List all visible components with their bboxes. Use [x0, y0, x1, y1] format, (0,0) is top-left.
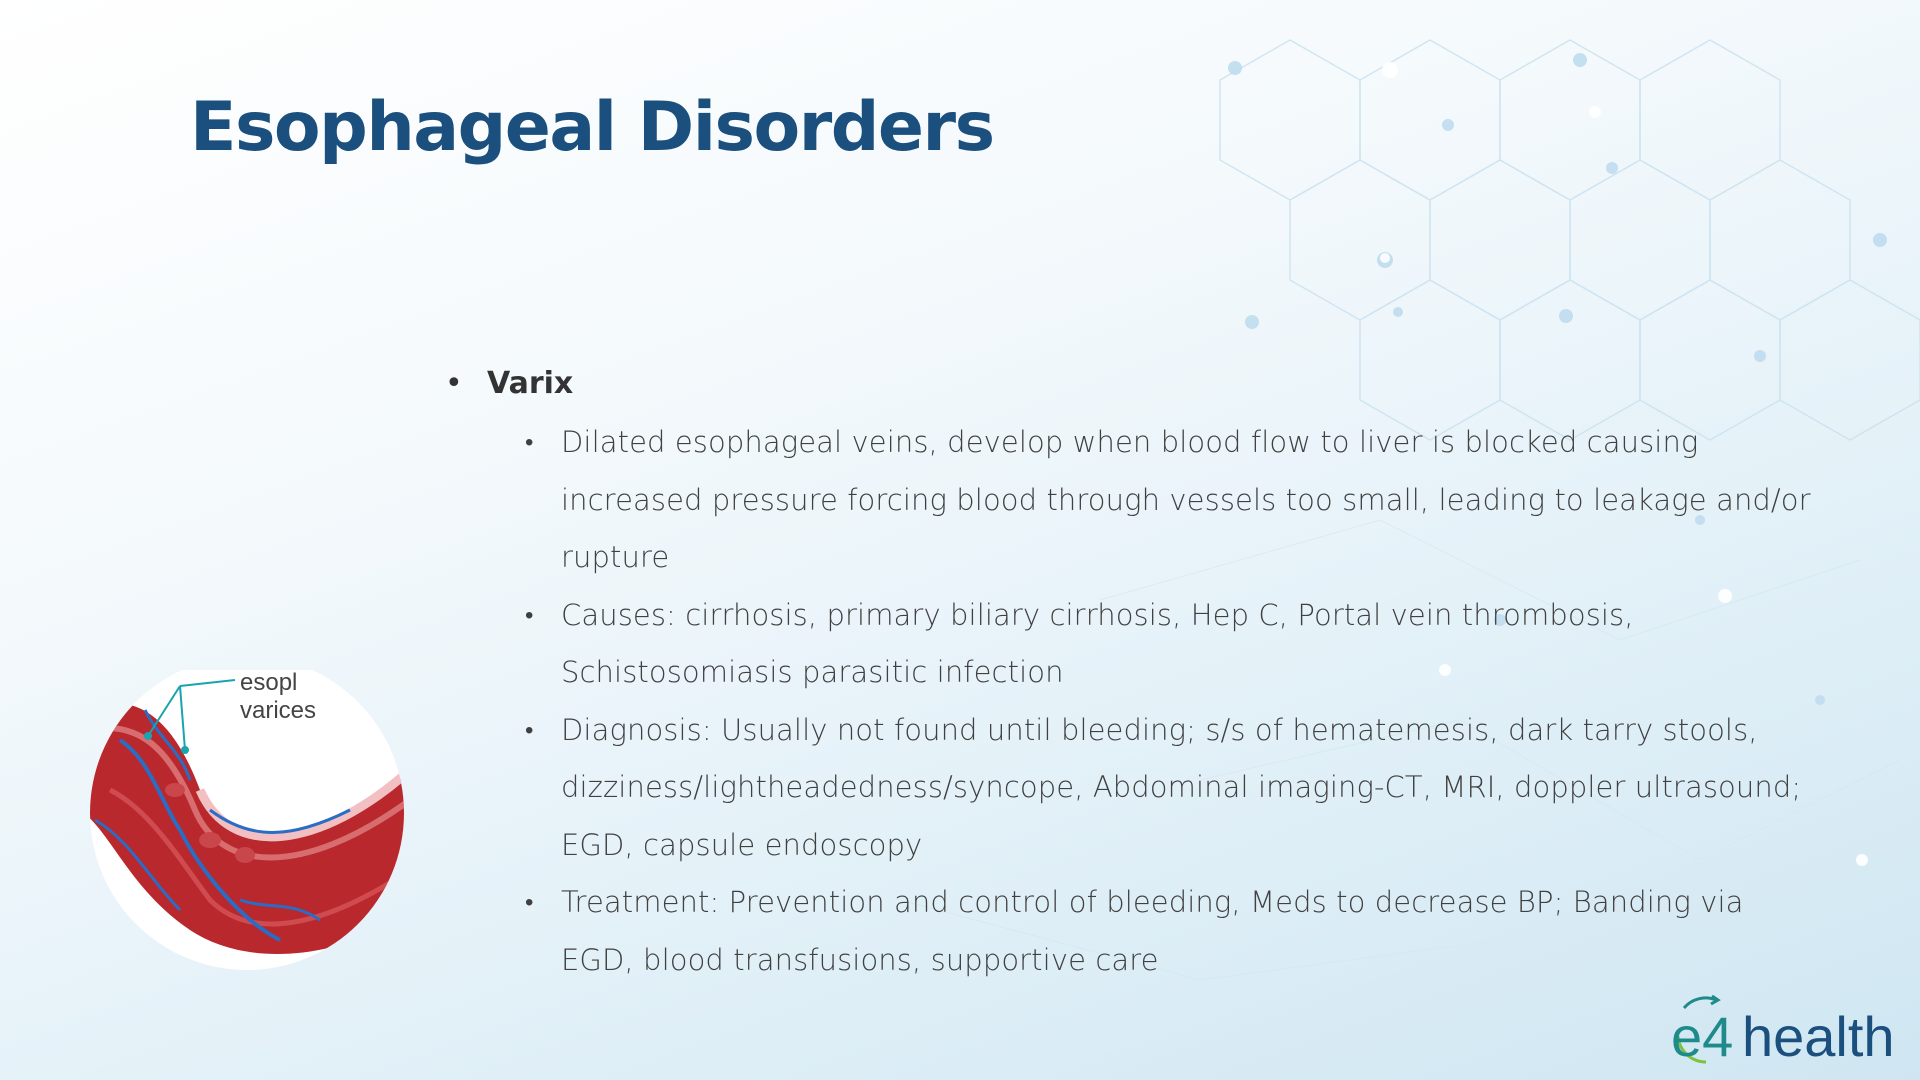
esophageal-varices-illustration: [90, 670, 430, 970]
definition-bullet: • Dilated esophageal veins, develop when blood flow to liver is blocked causing increased pressure forcing blood through vessels too small, leading to leakage and/or rupture: [561, 414, 1825, 587]
diagnosis-bullet: • Diagnosis: Usually not found until bleeding; s/s of hematemesis, dark tarry stools, dizziness/lightheadedness/syncope, Abdominal imaging-CT, MRI, doppler ultrasound; EGD, capsule endoscopy: [561, 702, 1825, 875]
detail-bullet-list: [445, 414, 1825, 989]
topic-bullet: • Varix: [445, 356, 1825, 412]
e4health-logo: [1666, 990, 1896, 1070]
illustration-label-line2: varices: [240, 697, 317, 724]
slide-content: [445, 356, 1825, 989]
causes-bullet: • Causes: cirrhosis, primary biliary cirrhosis, Hep C, Portal vein thrombosis, Schistosomiasis parasitic infection: [561, 587, 1825, 702]
logo-text-suffix: health: [1742, 1005, 1895, 1068]
illustration-label-line1: esopl: [240, 670, 298, 696]
slide-title: Esophageal Disorders: [190, 88, 994, 167]
treatment-bullet: • Treatment: Prevention and control of bleeding, Meds to decrease BP; Banding via EGD, blood transfusions, supportive care: [561, 874, 1825, 989]
logo-text-prefix: e4: [1671, 1005, 1734, 1068]
